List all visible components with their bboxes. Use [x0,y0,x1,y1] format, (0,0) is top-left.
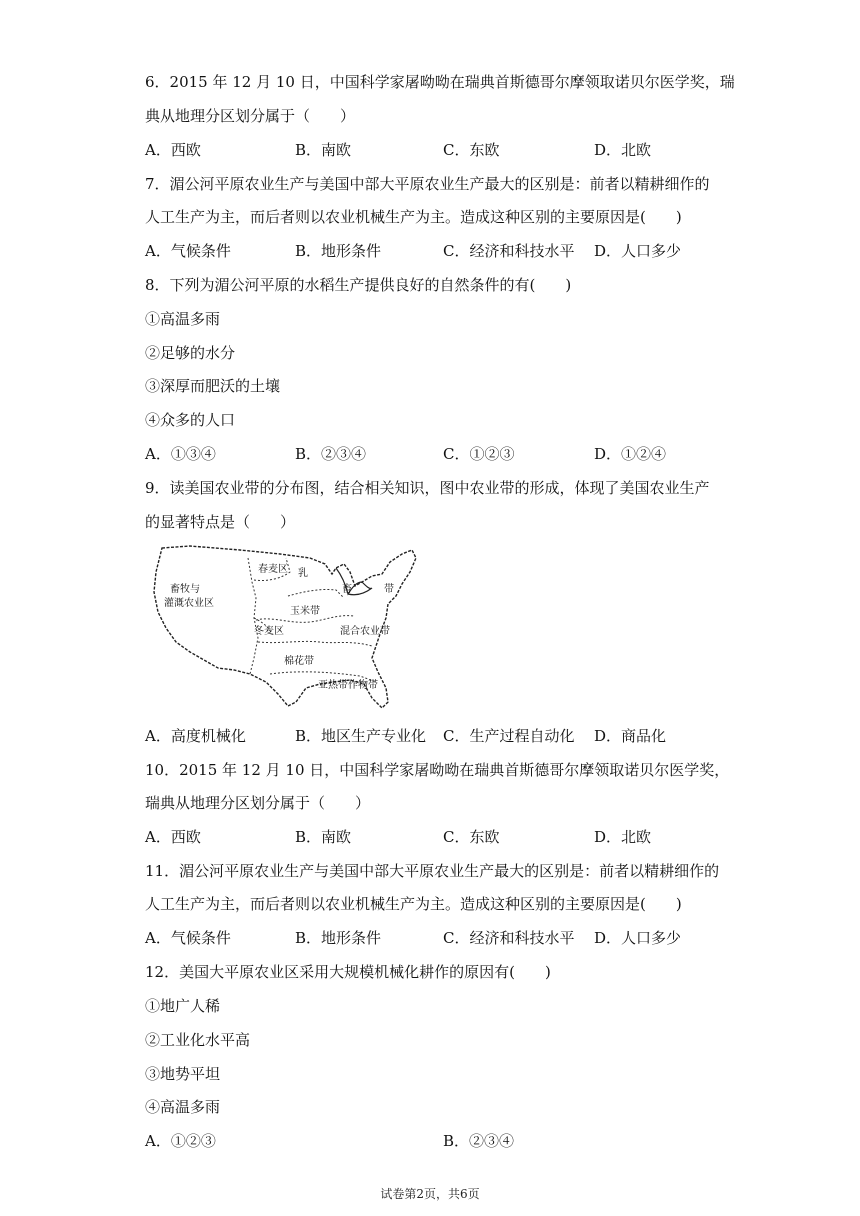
q8-item-2: ②足够的水分 [145,344,236,362]
q12-item-2: ②工业化水平高 [145,1031,251,1049]
q12-option-a[interactable]: A．①②③ [145,1132,216,1150]
q11-option-d[interactable]: D．人口多少 [594,929,682,947]
label-dairy-2: 畜 [342,584,352,595]
us-agriculture-belt-map [150,542,420,714]
q8-option-c[interactable]: C．①②③ [443,445,515,463]
q8-option-b[interactable]: B．②③④ [295,445,367,463]
page-footer: 试卷第2页，共6页 [380,1187,480,1201]
q7-option-c[interactable]: C．经济和科技水平 [443,242,575,260]
q8-option-a[interactable]: A．①③④ [145,445,216,463]
q10-option-a[interactable]: A．西欧 [145,828,201,846]
q6-option-a[interactable]: A．西欧 [145,141,201,159]
q7-option-a[interactable]: A．气候条件 [145,242,231,260]
q10-option-b[interactable]: B．南欧 [295,828,352,846]
q6-option-c[interactable]: C．东欧 [443,141,500,159]
question-9-stem-cont: 的显著特点是（ ） [145,513,296,531]
question-8-stem: 8．下列为湄公河平原的水稻生产提供良好的自然条件的有( ) [145,276,572,294]
q6-option-b[interactable]: B．南欧 [295,141,352,159]
q7-option-d[interactable]: D．人口多少 [594,242,682,260]
q8-option-d[interactable]: D．①②④ [594,445,667,463]
label-winter-wheat: 冬麦区 [254,626,284,637]
question-11-stem-cont: 人工生产为主，而后者则以农业机械生产为主。造成这种区别的主要原因是( ) [145,895,682,913]
q10-option-d[interactable]: D．北欧 [594,828,652,846]
belt-boundary-west [248,558,258,674]
label-spring-wheat: 春麦区 [258,564,288,575]
q11-option-c[interactable]: C．经济和科技水平 [443,929,575,947]
q9-option-d[interactable]: D．商品化 [594,727,667,745]
label-corn-belt: 玉米带 [290,606,320,617]
label-ranching: 畜牧与 [170,584,200,595]
question-10-stem: 10．2015 年 12 月 10 日，中国科学家屠呦呦在瑞典首斯德哥尔摩领取诺贝尔医学奖， [145,761,730,779]
question-12-stem: 12．美国大平原农业区采用大规模机械化耕作的原因有( ) [145,963,551,981]
q8-item-4: ④众多的人口 [145,411,236,429]
q7-option-b[interactable]: B．地形条件 [295,242,382,260]
label-dairy: 乳 [298,568,308,579]
q6-option-d[interactable]: D．北欧 [594,141,652,159]
label-cotton: 棉花带 [284,656,314,667]
label-subtropical: 亚热带作物带 [318,680,378,691]
q10-option-c[interactable]: C．东欧 [443,828,500,846]
q9-option-c[interactable]: C．生产过程自动化 [443,727,575,745]
question-7-stem-cont: 人工生产为主，而后者则以农业机械生产为主。造成这种区别的主要原因是( ) [145,208,682,226]
q8-item-3: ③深厚而肥沃的土壤 [145,377,281,395]
belt-boundary-cotton [258,641,372,646]
label-dairy-3: 带 [384,584,394,595]
question-6-stem: 6．2015 年 12 月 10 日，中国科学家屠呦呦在瑞典首斯德哥尔摩领取诺贝尔医学奖，瑞 [145,73,735,91]
question-10-stem-cont: 瑞典从地理分区划分属于（ ） [145,794,371,812]
question-11-stem: 11．湄公河平原农业生产与美国中部大平原农业生产最大的区别是：前者以精耕细作的 [145,862,720,880]
label-mixed: 混合农业带 [340,626,390,637]
question-6-stem-cont: 典从地理分区划分属于（ ） [145,107,356,125]
question-9-stem: 9．读美国农业带的分布图，结合相关知识，图中农业带的形成，体现了美国农业生产 [145,479,710,497]
q12-item-1: ①地广人稀 [145,997,221,1015]
question-7-stem: 7．湄公河平原农业生产与美国中部大平原农业生产最大的区别是：前者以精耕细作的 [145,175,710,193]
q12-option-b[interactable]: B．②③④ [443,1132,515,1150]
q9-option-b[interactable]: B．地区生产专业化 [295,727,427,745]
q9-option-a[interactable]: A．高度机械化 [145,727,246,745]
q8-item-1: ①高温多雨 [145,310,221,328]
label-ranching-2: 灌溉农业区 [164,598,214,609]
q12-item-3: ③地势平坦 [145,1065,221,1083]
q12-item-4: ④高温多雨 [145,1098,221,1116]
q11-option-a[interactable]: A．气候条件 [145,929,231,947]
q11-option-b[interactable]: B．地形条件 [295,929,382,947]
belt-boundary-corn-north [288,589,344,598]
